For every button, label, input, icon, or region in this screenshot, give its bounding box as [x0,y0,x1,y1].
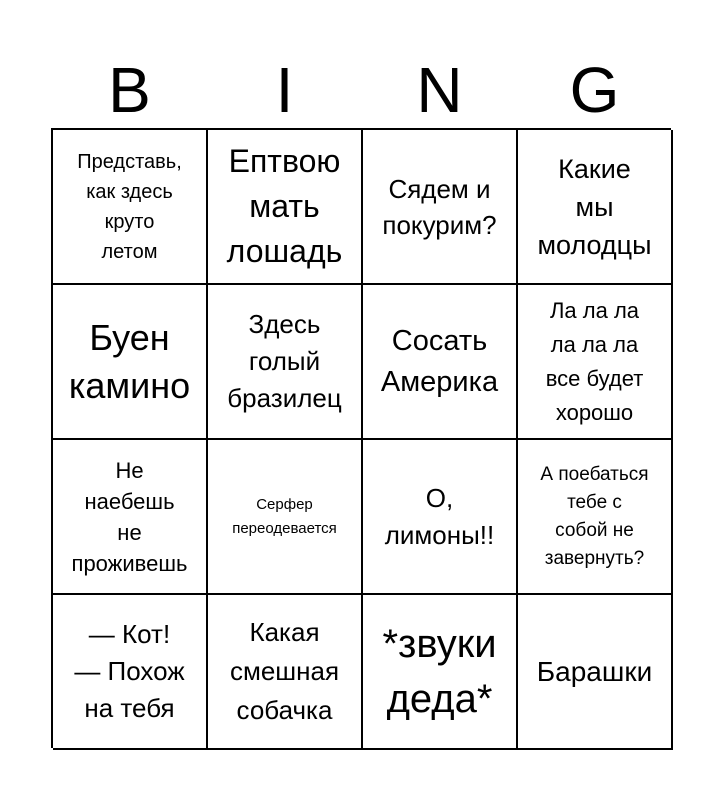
bingo-cell-3-2[interactable] [208,440,363,595]
bingo-cell-1-4[interactable] [518,130,673,285]
cell-text: Представь, как здесь круто летом [77,150,182,263]
cell-text: Ептвою мать лошадь [226,143,343,269]
bingo-cell-1-2[interactable] [208,130,363,285]
cell-text: Какая смешная собачка [229,617,340,725]
bingo-grid [51,128,671,748]
bingo-header [52,52,672,128]
cell-text: Не наебешь не проживешь [71,457,188,576]
cell-text: *звуки деда* [382,621,497,721]
bingo-cell-4-3[interactable] [363,595,518,750]
header-letter-g: G [569,54,620,126]
cell-text: Барашки [536,655,653,687]
bingo-cell-3-1[interactable] [53,440,208,595]
bingo-cell-1-3[interactable] [363,130,518,285]
header-letter-i: I [275,54,294,126]
bingo-cell-2-4[interactable] [518,285,673,440]
cell-text: Серфер переодевается [232,495,337,537]
bingo-cell-3-3[interactable] [363,440,518,595]
cell-text: О, лимоны!! [384,482,495,550]
cell-text: Ла ла ла ла ла ла все будет хорошо [545,297,644,425]
cell-text: Какие мы молодцы [537,153,652,260]
cell-text: Буен камино [68,316,191,406]
bingo-cell-4-4[interactable] [518,595,673,750]
cell-text: Здесь голый бразилец [227,309,342,413]
bingo-cell-3-4[interactable] [518,440,673,595]
bingo-cell-2-3[interactable] [363,285,518,440]
header-letter-n: N [416,54,463,126]
cell-text: А поебаться тебе с собой не завернуть? [540,463,649,569]
bingo-cell-4-1[interactable] [53,595,208,750]
cell-text: Сядем и покурим? [382,173,497,240]
bingo-cell-2-2[interactable] [208,285,363,440]
bingo-cell-1-1[interactable] [53,130,208,285]
header-letter-b: B [108,54,151,126]
cell-text: — Кот! — Похож на тебя [74,619,185,723]
bingo-cell-4-2[interactable] [208,595,363,750]
bingo-cell-2-1[interactable] [53,285,208,440]
cell-text: Сосать Америка [380,324,499,398]
